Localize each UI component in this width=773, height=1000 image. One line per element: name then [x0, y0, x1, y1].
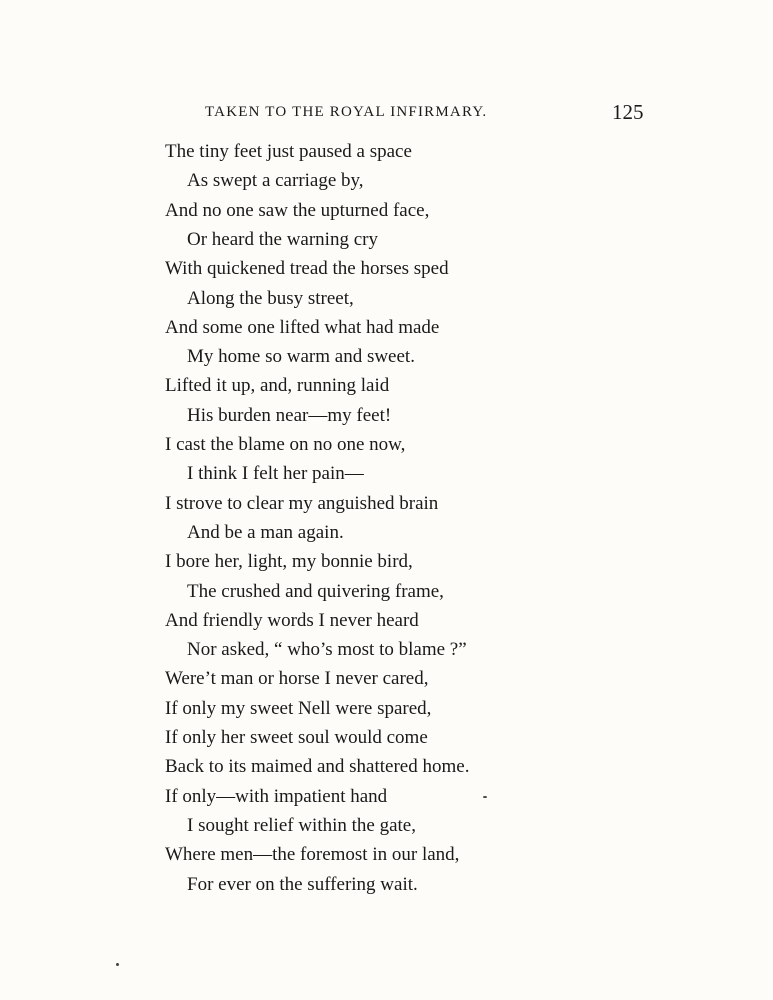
poem-line: For ever on the suffering wait. [187, 873, 418, 895]
poem-line: And no one saw the upturned face, [165, 199, 430, 221]
poem-line: Back to its maimed and shattered home. [165, 756, 470, 778]
running-head [0, 100, 773, 130]
poem-line: The tiny feet just paused a space [165, 141, 412, 162]
poem-line: Along the busy street, [187, 287, 354, 309]
poem-line: Were’t man or horse I never cared, [165, 668, 429, 690]
poem-line: I sought relief within the gate, [187, 814, 416, 836]
poem-line: My home so warm and sweet. [187, 346, 415, 368]
poem-line: If only—with impatient hand [165, 785, 388, 807]
poem-line: I strove to clear my anguished brain [165, 492, 439, 514]
poem-line: As swept a carriage by, [187, 170, 364, 192]
poem-line: I think I felt her pain— [187, 463, 364, 485]
running-head-title: TAKEN TO THE ROYAL INFIRMARY. [205, 104, 488, 120]
print-speck [483, 796, 487, 798]
poem-line: His burden near—my feet! [187, 404, 392, 426]
poem-line: I cast the blame on no one now, [165, 434, 406, 455]
poem-line: The crushed and quivering frame, [187, 580, 444, 602]
poem-line: I bore her, light, my bonnie bird, [165, 551, 413, 573]
poem-line: Lifted it up, and, running laid [165, 375, 390, 397]
poem-line: And some one lifted what had made [165, 316, 440, 338]
poem-line: If only my sweet Nell were spared, [165, 697, 432, 719]
poem-line: Nor asked, “ who’s most to blame ?” [187, 639, 467, 661]
poem-line: And friendly words I never heard [165, 609, 419, 631]
poem-line: Where men—the foremost in our land, [165, 844, 460, 866]
poem-line: And be a man again. [187, 521, 344, 543]
page-number: 125 [612, 100, 644, 124]
poem-line: If only her sweet soul would come [165, 727, 428, 748]
print-speck [116, 963, 119, 966]
poem-line: With quickened tread the horses sped [165, 258, 449, 280]
poem-line: Or heard the warning cry [187, 228, 378, 250]
